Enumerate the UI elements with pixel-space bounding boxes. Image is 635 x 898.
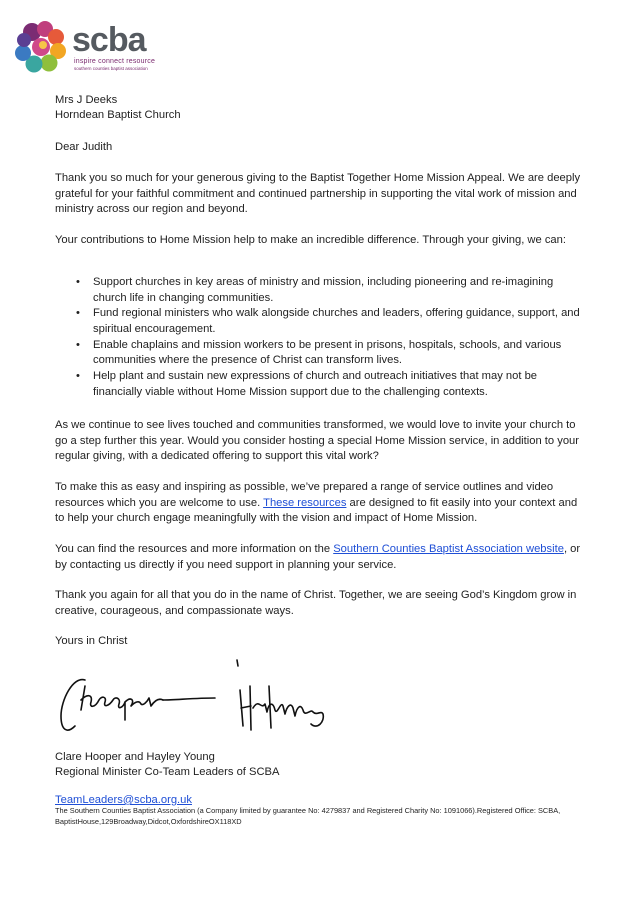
list-item bbox=[55, 369, 585, 400]
closing-phrase: Yours in Christ bbox=[55, 635, 128, 647]
logo-tagline: inspire connect resource bbox=[74, 58, 156, 65]
list-item-text: Enable chaplains and mission workers to be present in prisons, hospitals, schools, and various communities where the presence of Christ can transform lives. bbox=[93, 338, 562, 367]
scba-logo bbox=[14, 20, 154, 76]
scba-logo-mark-icon bbox=[14, 20, 68, 74]
salutation: Dear Judith bbox=[55, 141, 113, 153]
logo-subtagline: southern counties baptist association bbox=[74, 66, 148, 71]
website-text-before: You can find the resources and more information on the bbox=[55, 543, 334, 555]
paragraph-website bbox=[55, 542, 585, 573]
website-text-after: , or by contacting us directly if you need support in planning your service. bbox=[55, 543, 581, 571]
recipient-church: Horndean Baptist Church bbox=[55, 109, 181, 121]
list-item bbox=[55, 275, 585, 306]
paragraph-invitation: As we continue to see lives touched and communities transformed, we would love to invite your church to go a step further this year. Would you consider hosting a special Home Mission service, in addition to your regular giving, with a dedicated offering to support this vital work? bbox=[55, 419, 580, 462]
signatory-role: Regional Minister Co-Team Leaders of SCBA bbox=[55, 766, 280, 778]
paragraph-closing-thanks: Thank you again for all that you do in the name of Christ. Together, we are seeing God’s Kingdom grow in creative, courageous, and compassionate ways. bbox=[55, 589, 577, 617]
signatory-names: Clare Hooper and Hayley Young bbox=[55, 751, 215, 763]
bullet-icon: • bbox=[76, 307, 80, 320]
impact-list bbox=[55, 275, 585, 401]
list-item-text: Fund regional ministers who walk alongside churches and leaders, offering guidance, support, and spiritual encouragement. bbox=[93, 307, 580, 335]
list-item-text: Help plant and sustain new expressions of church and outreach initiatives that may not be financially viable without Home Mission support due to the challenging contexts. bbox=[93, 370, 538, 398]
signatures-image bbox=[55, 650, 345, 750]
list-item-text: Support churches in key areas of ministry and mission, including pioneering and re-imagining church life in changing communities. bbox=[93, 276, 554, 304]
footer-legal: The Southern Counties Baptist Association (a Company limited by guarantee No: 4279837 and Registered Charity No: 1091066).Registered Office: SCBA, BaptistHouse,129Broadway,Didcot,OxfordshireOX118XD bbox=[55, 806, 561, 826]
these-resources-link[interactable]: These resources bbox=[263, 496, 347, 509]
scba-website-link[interactable]: Southern Counties Baptist Association website bbox=[333, 543, 564, 555]
list-item bbox=[55, 338, 585, 369]
team-leaders-email-link[interactable]: TeamLeaders@scba.org.uk bbox=[55, 794, 192, 806]
list-item bbox=[55, 306, 585, 337]
bullet-icon: • bbox=[76, 370, 80, 383]
bullet-icon: • bbox=[76, 338, 80, 351]
logo-wordmark: scba bbox=[72, 21, 146, 59]
resources-text-after: are designed to fit easily into your context and to help your church engage meaningfully with the vision and impact of Home Mission. bbox=[55, 496, 578, 524]
paragraph-thanks: Thank you so much for your generous giving to the Baptist Together Home Mission Appeal. We are deeply grateful for your faithful commitment and continued partnership in supporting the vital work of mission and ministry across our region and beyond. bbox=[55, 172, 581, 215]
bullet-icon: • bbox=[76, 276, 80, 288]
paragraph-resources bbox=[55, 480, 585, 527]
recipient-name: Mrs J Deeks bbox=[55, 94, 118, 106]
paragraph-contributions: Your contributions to Home Mission help to make an incredible difference. Through your giving, we can: bbox=[55, 234, 566, 246]
resources-text-before: To make this as easy and inspiring as possible, we’ve prepared a range of service outlines and video resources which you are welcome to use. bbox=[55, 481, 554, 509]
